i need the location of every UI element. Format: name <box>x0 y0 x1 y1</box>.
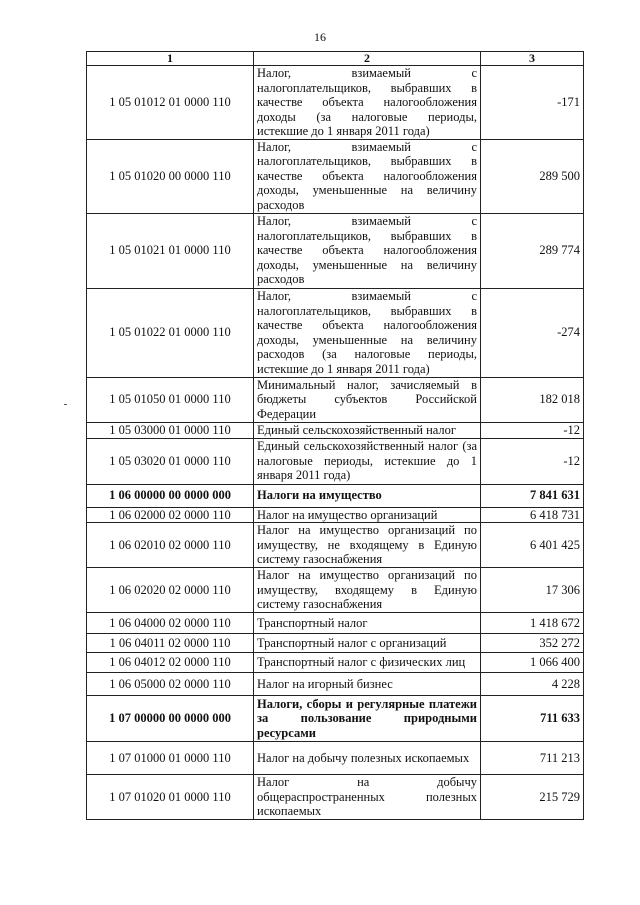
row-amount: 6 401 425 <box>481 523 584 568</box>
row-code: 1 06 04011 02 0000 110 <box>87 634 254 653</box>
row-amount: 17 306 <box>481 568 584 613</box>
row-name: Налог на имущество организаций <box>254 507 481 523</box>
row-code: 1 06 00000 00 0000 000 <box>87 484 254 507</box>
table-row <box>87 653 584 673</box>
column-header-name: 2 <box>254 52 481 66</box>
row-name: Налоги на имущество <box>254 484 481 507</box>
row-amount: 182 018 <box>481 377 584 422</box>
row-name: Налог на игорный бизнес <box>254 673 481 696</box>
table-row <box>87 634 584 653</box>
table-row <box>87 484 584 507</box>
row-name: Налог на имущество организаций по имуществу, не входящему в Единую систему газоснабжения <box>254 523 481 568</box>
table-header-row <box>87 52 584 66</box>
row-code: 1 05 01022 01 0000 110 <box>87 288 254 377</box>
row-code: 1 06 02000 02 0000 110 <box>87 507 254 523</box>
row-code: 1 07 01000 01 0000 110 <box>87 742 254 775</box>
column-header-amount: 3 <box>481 52 584 66</box>
table-row <box>87 377 584 422</box>
row-amount: 289 774 <box>481 213 584 288</box>
row-amount: 7 841 631 <box>481 484 584 507</box>
table-row <box>87 613 584 634</box>
row-name: Транспортный налог с физических лиц <box>254 653 481 673</box>
page-number: 16 <box>314 30 326 44</box>
row-amount: 1 418 672 <box>481 613 584 634</box>
row-code: 1 07 01020 01 0000 110 <box>87 775 254 820</box>
table-row <box>87 66 584 140</box>
row-name: Налог, взимаемый с налогоплательщиков, выбравших в качестве объекта налогообложения доходы, уменьшенные на величину расходов <box>254 213 481 288</box>
table-row <box>87 742 584 775</box>
row-name: Налог, взимаемый с налогоплательщиков, выбравших в качестве объекта налогообложения доходы, уменьшенные на величину расходов (за налоговые периоды, истекшие до 1 января 2011 года) <box>254 288 481 377</box>
table-row <box>87 422 584 438</box>
row-code: 1 06 04012 02 0000 110 <box>87 653 254 673</box>
row-name: Налог, взимаемый с налогоплательщиков, выбравших в качестве объекта налогообложения доходы, уменьшенные на величину расходов <box>254 139 481 213</box>
table-row <box>87 213 584 288</box>
table-row <box>87 775 584 820</box>
row-code: 1 06 04000 02 0000 110 <box>87 613 254 634</box>
row-name: Транспортный налог с организаций <box>254 634 481 653</box>
table-row <box>87 696 584 742</box>
table-row <box>87 139 584 213</box>
row-name: Единый сельскохозяйственный налог (за налоговые периоды, истекшие до 1 января 2011 года) <box>254 438 481 484</box>
row-code: 1 05 03020 01 0000 110 <box>87 438 254 484</box>
table-row <box>87 673 584 696</box>
row-code: 1 07 00000 00 0000 000 <box>87 696 254 742</box>
table-row <box>87 507 584 523</box>
row-amount: 1 066 400 <box>481 653 584 673</box>
row-code: 1 05 01050 01 0000 110 <box>87 377 254 422</box>
row-name: Единый сельскохозяйственный налог <box>254 422 481 438</box>
table-row <box>87 288 584 377</box>
budget-revenue-table <box>86 51 584 820</box>
row-amount: 352 272 <box>481 634 584 653</box>
row-name: Налог на добычу полезных ископаемых <box>254 742 481 775</box>
row-code: 1 06 02020 02 0000 110 <box>87 568 254 613</box>
row-amount: 289 500 <box>481 139 584 213</box>
row-name: Транспортный налог <box>254 613 481 634</box>
row-amount: -12 <box>481 422 584 438</box>
row-amount: 215 729 <box>481 775 584 820</box>
row-name: Налоги, сборы и регулярные платежи за пользование природными ресурсами <box>254 696 481 742</box>
row-name: Налог на добычу общераспространенных полезных ископаемых <box>254 775 481 820</box>
row-amount: 6 418 731 <box>481 507 584 523</box>
row-amount: 711 633 <box>481 696 584 742</box>
table-row <box>87 568 584 613</box>
table-row <box>87 523 584 568</box>
row-amount: 711 213 <box>481 742 584 775</box>
row-amount: -274 <box>481 288 584 377</box>
table-row <box>87 438 584 484</box>
row-name: Минимальный налог, зачисляемый в бюджеты субъектов Российской Федерации <box>254 377 481 422</box>
row-code: 1 06 05000 02 0000 110 <box>87 673 254 696</box>
row-amount: -171 <box>481 66 584 140</box>
row-code: 1 05 01012 01 0000 110 <box>87 66 254 140</box>
column-header-code: 1 <box>87 52 254 66</box>
row-code: 1 05 01021 01 0000 110 <box>87 213 254 288</box>
row-name: Налог на имущество организаций по имуществу, входящему в Единую систему газоснабжения <box>254 568 481 613</box>
row-amount: 4 228 <box>481 673 584 696</box>
row-code: 1 05 01020 00 0000 110 <box>87 139 254 213</box>
row-code: 1 05 03000 01 0000 110 <box>87 422 254 438</box>
row-amount: -12 <box>481 438 584 484</box>
row-code: 1 06 02010 02 0000 110 <box>87 523 254 568</box>
row-name: Налог, взимаемый с налогоплательщиков, выбравших в качестве объекта налогообложения доходы (за налоговые периоды, истекшие до 1 января 2011 года) <box>254 66 481 140</box>
margin-mark <box>64 404 67 405</box>
